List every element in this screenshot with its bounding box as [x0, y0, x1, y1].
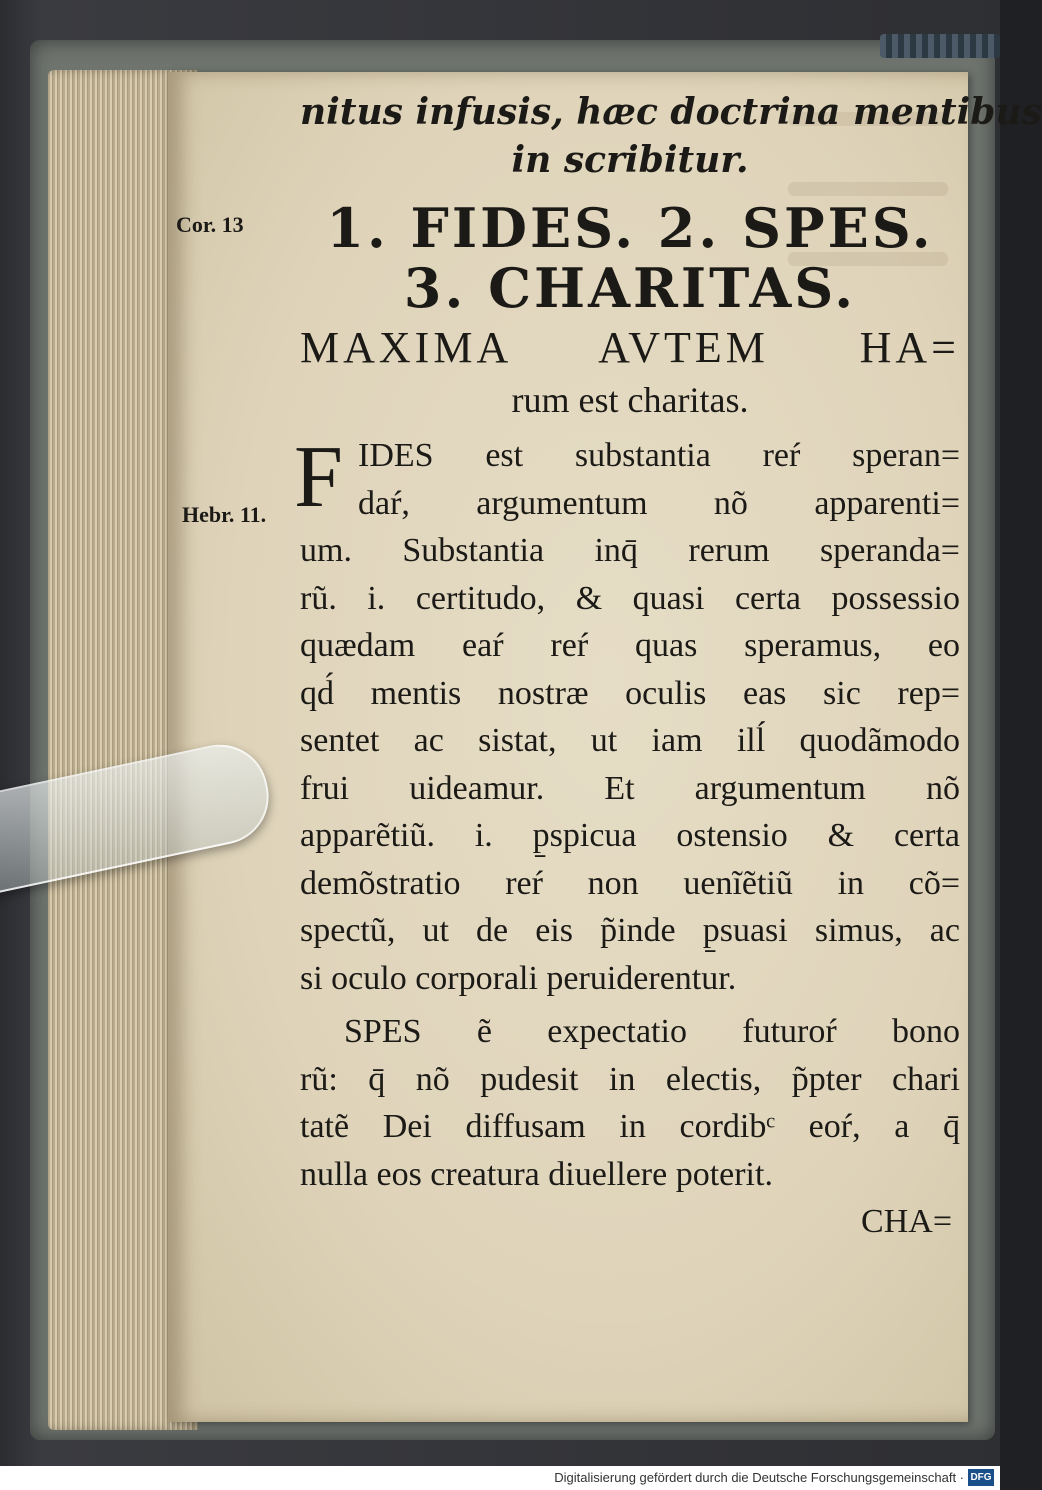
text-line: apparẽtiũ. i. p̱spicua ostensio & certa	[300, 817, 960, 854]
subheading-line: rum est charitas.	[511, 380, 749, 420]
heading-line: 3. CHARITAS.	[403, 256, 857, 320]
funding-credit: Digitalisierung gefördert durch die Deutsche Forschungsgemeinschaft ·	[554, 1470, 964, 1485]
text-line: rũ. i. certitudo, & quasi certa possessio	[300, 579, 960, 617]
book-headband	[880, 34, 1000, 58]
dfg-logo: DFG	[968, 1469, 994, 1486]
text-line: sentet ac sistat, ut iam ilĺ quodãmodo	[300, 722, 960, 759]
catchword: CHA=	[861, 1203, 952, 1240]
text-line: spectũ, ut de eis p̃inde p̱suasi simus, ac	[300, 912, 960, 949]
heading-line: 1. FIDES. 2. SPES.	[326, 196, 934, 260]
text-line: tatẽ Dei diffusam in cordibᶜ eoŕ, a q̄	[300, 1108, 960, 1145]
text-line: demõstratio reŕ non uenĩẽtiũ in cõ=	[300, 864, 960, 902]
page-text	[294, 88, 1042, 1245]
text-line: nulla eos creatura diuellere poterit.	[300, 1155, 773, 1193]
text-line: qd́ mentis nostræ oculis eas sic rep=	[300, 674, 960, 712]
footer-bar	[0, 1466, 1000, 1490]
text-line: quædam eaŕ reŕ quas speramus, eo	[300, 627, 960, 664]
intro-line: nitus infusis, hæc doctrina mentibus	[300, 91, 1042, 133]
spes-paragraph	[300, 1008, 960, 1198]
text-line: IDES est substantia reŕ speran=	[358, 437, 960, 474]
text-line: um. Substantia inq̄ rerum speranda=	[300, 532, 960, 569]
text-line: rũ: q̄ nõ pudesit in electis, p̃pter chari	[300, 1060, 960, 1098]
subheading-line: MAXIMA AVTEM HA=	[300, 323, 960, 372]
text-line: frui uideamur. Et argumentum nõ	[300, 769, 960, 807]
text-line: daŕ, argumentum nõ apparenti=	[358, 484, 960, 522]
drop-cap: F	[294, 429, 343, 526]
intro-line: in scribitur.	[511, 139, 749, 181]
margin-note-hebr: Hebr. 11.	[182, 502, 267, 527]
text-line: SPES ẽ expectatio futuroŕ bono	[344, 1013, 960, 1050]
fides-paragraph	[294, 429, 960, 1002]
text-line: si oculo corporali peruiderentur.	[300, 959, 737, 997]
margin-note-cor: Cor. 13	[176, 212, 244, 237]
